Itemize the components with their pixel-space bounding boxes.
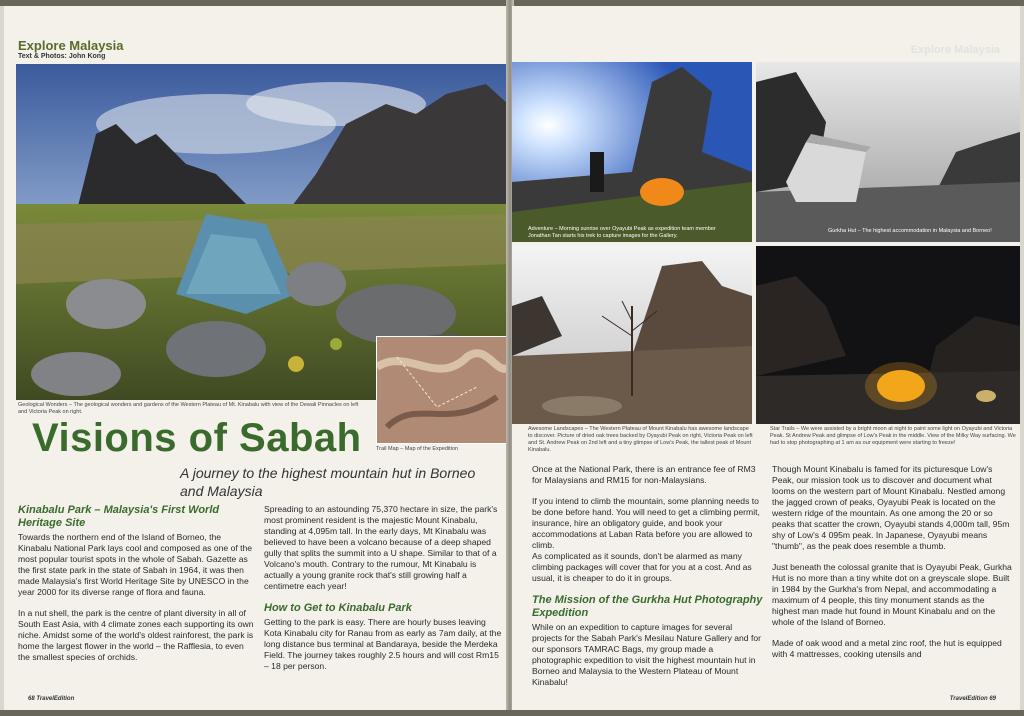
trail-map-inset: [376, 336, 510, 444]
column-1: [18, 504, 254, 673]
column-4: [772, 464, 1012, 670]
page-footer-left: 68 TravelEdition: [28, 696, 75, 702]
column-3-paragraph: While on an expedition to capture images for several projects for the Sabah Park's Mesilau Nature Gallery and for our sponsors TAMRAC Bags, my group made a photographic expedition to visit the highest mountain hut in Borneo and Malaysia to the Western Plateau of Mount Kinabalu!: [532, 622, 762, 687]
adventure-photo: [512, 62, 752, 242]
column-2: [264, 504, 502, 682]
gurkha-hut-photo: [756, 62, 1020, 242]
page-footer-right: TravelEdition 69: [949, 696, 996, 702]
column-2-paragraph: Getting to the park is easy. There are hourly buses leaving Kota Kinabalu city for Ranau from as early as 7am daily, at the long distance bus terminal at Bandaraya, beside the Merdeka Field. The journey takes roughly 2.5 hours and will cost Rm15 – 18 per person.: [264, 617, 502, 671]
section-title: Explore Malaysia: [18, 38, 124, 53]
column-3-paragraph: As complicated as it sounds, don't be alarmed as many climbing packages will cover that for you at a cost. And as usual, it is cheaper to do it in groups.: [532, 551, 752, 583]
awesome-landscapes-photo: [512, 246, 752, 424]
column-3-paragraph: If you intend to climb the mountain, some planning needs to be done before hand. You will need to get a climbing permit, insurance, hire an obligatory guide, and book your accommodations at Laban Rata before you are allowed to climb.: [532, 496, 760, 550]
landscapes-caption: Awesome Landscapes – The Western Plateau of Mount Kinabalu has awesome landscape to discover. Picture of dried oak trees backed by Oyayubi Peak on right, Victoria Peak on left and St. Andrew Peak on 2nd left and a tiny glimpse of Low's Peak, the tallest peak of Mount Kinabalu.: [528, 426, 753, 453]
gurkha-hut-caption: Gurkha Hut – The highest accommodation in Malaysia and Borneo!: [828, 228, 992, 234]
column-3-heading: The Mission of the Gurkha Hut Photography Expedition: [532, 594, 763, 619]
left-page: [4, 6, 510, 710]
column-1-heading: Kinabalu Park – Malaysia's First World Heritage Site: [18, 504, 220, 529]
adventure-caption: Adventure – Morning sunrise over Oyayubi Peak as expedition team member Jonathan Tan starts his trek to capture images for the Gallery.: [528, 226, 716, 239]
column-3: [532, 464, 764, 698]
column-1-paragraph: Towards the northern end of the Island of Borneo, the Kinabalu National Park lays cool and composed as one of the most popular tourist spots in the whole of Sabah. Gazette as the first state park in the state of Sabah in 1964, it was then made Malaysia's first World Heritage Site by UNESCO in the year 2000 for its diverse range of flora and fauna.: [18, 532, 253, 597]
trail-map-caption: Trail Map – Map of the Expedition: [376, 446, 459, 452]
star-trails-caption: Star Trails – We were assisted by a bright moon at night to paint some light on Oyayubi and Victoria Peak. St Andrew Peak and glimpse of Low's Peak in the middle. View of the Milky Way surfacing. We had to stop photographing at 1 am as our equipment were starting to freeze!: [770, 426, 1016, 446]
right-page: [512, 6, 1020, 710]
bottom-band: [0, 710, 1024, 716]
photo-credit: Text & Photos: John Kong: [18, 53, 106, 60]
column-4-paragraph: Made of oak wood and a metal zinc roof, the hut is equipped with 4 mattresses, cooking utensils and: [772, 638, 1002, 659]
column-4-paragraph: Though Mount Kinabalu is famed for its picturesque Low's Peak, our mission took us to discover and document what looms on the western part of Mount Kinabalu. Nestled among the jagged crown of peaks, Oyayubi Peak is located on the western ridge of the mountain. As one among the 20 or so peaks that scatter the crown, Oyayubi stands 4,000m tall, 95m shy of Low's 4 095m peak. In Japanese, Oyayubi means "thumb", as the peak does resemble a thumb.: [772, 464, 1010, 551]
column-2-heading: How to Get to Kinabalu Park: [264, 602, 412, 614]
column-2-paragraph: Spreading to an astounding 75,370 hectare in size, the park's most prominent resident is the majestic Mount Kinabalu, standing at 4,095m tall. In the early days, Mt Kinabalu was believed to have been a volcano because of a deep shaped gully that splits the summit into a U shape. Similar to that of a Volcano's mouth. Contrary to the rumour, Mt Kinabalu is actually a young granite rock that's still growing half a centimetre each year!: [264, 504, 498, 591]
column-3-paragraph: Once at the National Park, there is an entrance fee of RM3 for Malaysians and RM15 for non-Malaysians.: [532, 464, 756, 485]
column-1-paragraph: In a nut shell, the park is the centre of plant diversity in all of South East Asia, with 4 climate zones each supporting its own niche. Amidst some of the world's oldest rainforest, the park is home the largest flower in the world – the Rafflesia, to even the smallest species of orchids.: [18, 608, 254, 662]
ghost-section-title: Explore Malaysia: [910, 44, 1000, 56]
main-photo-caption: Geological Wonders – The geological wonders and gardens of the Western Plateau of Mt. Kinabalu with view of the Dewali Pinnacles on left and Victoria Peak on right.: [18, 402, 359, 415]
star-trails-photo: [756, 246, 1020, 424]
column-4-paragraph: Just beneath the colossal granite that is Oyayubi Peak, Gurkha Hut is no more than a tiny white dot on a greyscale slope. Built in 1984 by the Gurkha's from Nepal, and accommodating a maximum of 4 people, this tiny monument stands as the highest man made hut found in Mount Kinabalu and on the whole of the Island of Borneo.: [772, 562, 1012, 627]
article-headline: Visions of Sabah: [32, 416, 362, 460]
article-subheadline: A journey to the highest mountain hut in Borneo and Malaysia: [180, 465, 476, 499]
